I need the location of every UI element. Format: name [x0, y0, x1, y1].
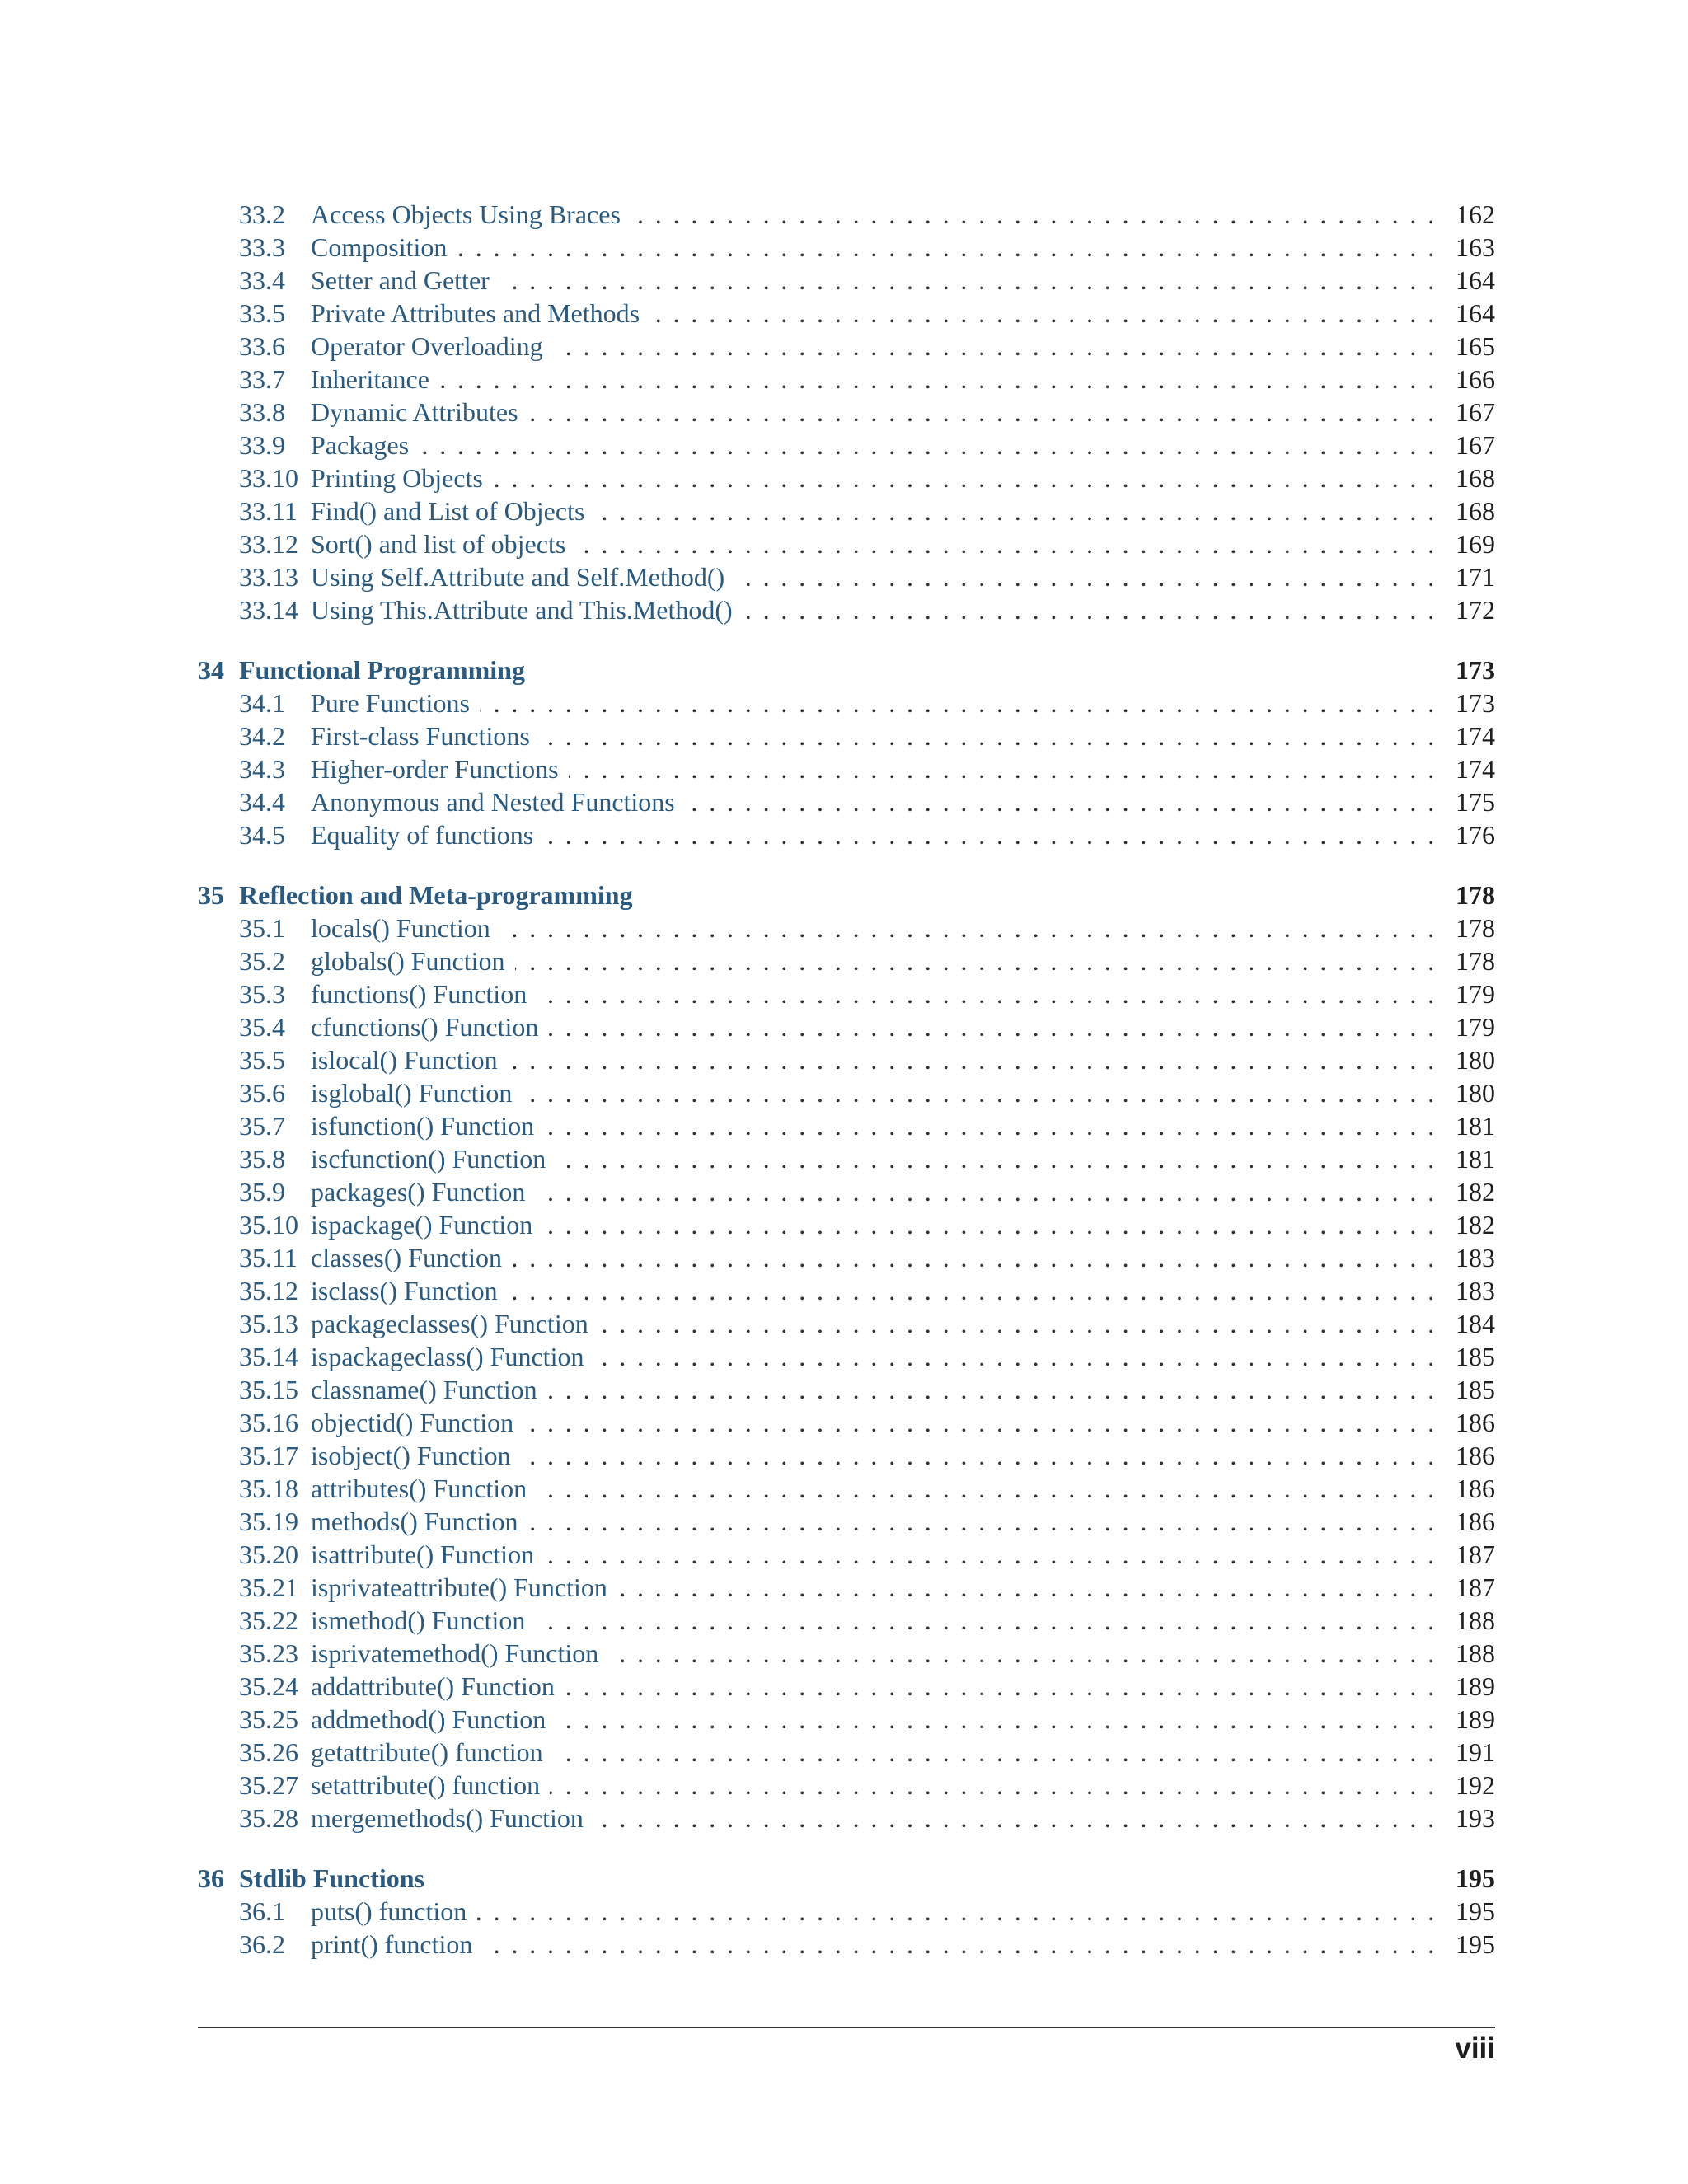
toc-entry-title[interactable]: setattribute() function	[311, 1770, 541, 1800]
toc-section-entry[interactable]	[198, 1340, 1495, 1373]
toc-dot-leader	[540, 719, 1446, 752]
toc-section-entry[interactable]	[198, 1538, 1495, 1571]
toc-dot-leader	[542, 1208, 1446, 1241]
toc-entry-page: 188	[1456, 1605, 1495, 1635]
toc-dot-leader	[476, 1895, 1446, 1928]
toc-entry-page: 180	[1456, 1045, 1495, 1075]
toc-entry-number: 33.5	[239, 298, 285, 328]
toc-entry-title[interactable]: Composition	[311, 232, 448, 262]
toc-entry-page: 178	[1456, 880, 1495, 910]
toc-section-entry[interactable]	[198, 1406, 1495, 1439]
toc-entry-page: 195	[1456, 1863, 1495, 1893]
toc-entry-title[interactable]: packages() Function	[311, 1177, 526, 1207]
toc-entry-number: 36	[198, 1863, 224, 1893]
toc-section-entry[interactable]	[198, 462, 1495, 494]
toc-dot-leader	[499, 264, 1446, 297]
toc-entry-number: 33.9	[239, 430, 285, 460]
toc-section-entry[interactable]	[198, 593, 1495, 626]
toc-dot-leader	[500, 912, 1446, 944]
toc-entry-page: 185	[1456, 1375, 1495, 1404]
toc-entry-number: 36.2	[239, 1929, 285, 1959]
toc-entry-title[interactable]: Packages	[311, 430, 410, 460]
toc-entry-title[interactable]: Find() and List of Objects	[311, 496, 585, 526]
toc-entry-page: 164	[1456, 298, 1495, 328]
footer-page-number: viii	[1455, 2032, 1495, 2064]
toc-entry-title[interactable]: islocal() Function	[311, 1045, 498, 1075]
toc-entry-number: 34.5	[239, 820, 285, 850]
toc-section-entry[interactable]	[198, 330, 1495, 363]
toc-dot-leader	[457, 231, 1446, 264]
toc-entry-number: 36.1	[239, 1896, 285, 1926]
toc-entry-page: 195	[1456, 1929, 1495, 1959]
toc-entry-number: 35.9	[239, 1177, 285, 1207]
toc-entry-page: 189	[1456, 1671, 1495, 1701]
toc-section-entry[interactable]	[198, 785, 1495, 818]
toc-entry-number: 35.14	[239, 1342, 298, 1371]
toc-entry-page: 186	[1456, 1474, 1495, 1503]
toc-section-entry[interactable]	[198, 752, 1495, 785]
toc-entry-page: 181	[1456, 1144, 1495, 1174]
toc-entry-number: 35.7	[239, 1111, 285, 1141]
toc-entry-number: 35.22	[239, 1605, 298, 1635]
toc-entry-page: 187	[1456, 1540, 1495, 1569]
toc-dot-leader	[543, 818, 1446, 851]
toc-entry-page: 179	[1456, 1012, 1495, 1042]
toc-dot-leader	[575, 527, 1446, 560]
toc-section-entry[interactable]	[198, 1472, 1495, 1505]
toc-entry-page: 174	[1456, 754, 1495, 784]
toc-section-entry[interactable]	[198, 1571, 1495, 1604]
toc-entry-number: 35.12	[239, 1276, 298, 1305]
toc-section-entry[interactable]	[198, 1769, 1495, 1802]
toc-entry-number: 33.3	[239, 232, 285, 262]
toc-entry-number: 35.10	[239, 1210, 298, 1240]
toc-entry-number: 33.13	[239, 562, 298, 592]
toc-entry-page: 182	[1456, 1177, 1495, 1207]
toc-entry-page: 171	[1456, 562, 1495, 592]
toc-entry-title[interactable]: attributes() Function	[311, 1474, 528, 1503]
toc-section-entry[interactable]	[198, 1928, 1495, 1961]
toc-dot-leader	[535, 1604, 1446, 1637]
toc-entry-page: 195	[1456, 1896, 1495, 1926]
toc-dot-leader	[537, 977, 1446, 1010]
toc-entry-title[interactable]: cfunctions() Function	[311, 1012, 539, 1042]
toc-entry-title[interactable]: ismethod() Function	[311, 1605, 526, 1635]
toc-entry-page: 173	[1456, 655, 1495, 685]
toc-dot-leader	[544, 1538, 1446, 1571]
toc-dot-leader	[743, 593, 1446, 626]
toc-entry-number: 34	[198, 655, 224, 685]
toc-section-entry[interactable]	[198, 231, 1495, 264]
toc-entry-title[interactable]: Private Attributes and Methods	[311, 298, 640, 328]
toc-entry-title[interactable]: puts() function	[311, 1896, 467, 1926]
toc-entry-page: 164	[1456, 265, 1495, 295]
toc-dot-leader	[528, 396, 1446, 429]
toc-entry-title[interactable]: Functional Programming	[239, 655, 525, 685]
toc-entry-title[interactable]: Printing Objects	[311, 463, 483, 493]
toc-entry-page: 168	[1456, 463, 1495, 493]
toc-entry-number: 35.24	[239, 1671, 298, 1701]
toc-entry-number: 35.16	[239, 1408, 298, 1437]
toc-section-entry[interactable]	[198, 687, 1495, 719]
toc-entry-page: 175	[1456, 787, 1495, 817]
toc-entry-number: 35.6	[239, 1078, 285, 1108]
toc-entry-page: 183	[1456, 1243, 1495, 1272]
toc-entry-title[interactable]: isglobal() Function	[311, 1078, 513, 1108]
toc-entry-number: 34.1	[239, 688, 285, 718]
toc-entry-page: 178	[1456, 946, 1495, 976]
toc-entry-page: 165	[1456, 331, 1495, 361]
toc-entry-number: 35.21	[239, 1572, 298, 1602]
toc-entry-number: 33.11	[239, 496, 298, 526]
toc-entry-title[interactable]: Inheritance	[311, 364, 429, 394]
toc-entry-page: 181	[1456, 1111, 1495, 1141]
toc-section-entry[interactable]	[198, 1076, 1495, 1109]
toc-entry-number: 33.8	[239, 397, 285, 427]
toc-dot-leader	[482, 1928, 1446, 1961]
toc-section-entry[interactable]	[198, 297, 1495, 330]
toc-entry-title[interactable]: print() function	[311, 1929, 473, 1959]
toc-dot-leader	[439, 363, 1446, 396]
toc-entry-number: 35.2	[239, 946, 285, 976]
toc-dot-leader	[493, 462, 1446, 494]
toc-section-entry[interactable]	[198, 944, 1495, 977]
toc-entry-title[interactable]: Setter and Getter	[311, 265, 490, 295]
toc-entry-title[interactable]: locals() Function	[311, 913, 490, 943]
toc-section-entry[interactable]	[198, 1109, 1495, 1142]
toc-dot-leader	[593, 1802, 1446, 1835]
toc-entry-title[interactable]: isobject() Function	[311, 1441, 511, 1470]
toc-section-entry[interactable]	[198, 1043, 1495, 1076]
toc-entry-page: 191	[1456, 1737, 1495, 1767]
toc-entry-number: 35.8	[239, 1144, 285, 1174]
toc-entry-page: 186	[1456, 1507, 1495, 1536]
toc-entry-title[interactable]: Anonymous and Nested Functions	[311, 787, 675, 817]
toc-dot-leader	[569, 752, 1446, 785]
toc-section-entry[interactable]	[198, 1703, 1495, 1736]
toc-section-entry[interactable]	[198, 1142, 1495, 1175]
toc-section-entry[interactable]	[198, 1439, 1495, 1472]
toc-entry-title[interactable]: Pure Functions	[311, 688, 470, 718]
toc-section-entry[interactable]	[198, 912, 1495, 944]
toc-dot-leader	[515, 944, 1446, 977]
toc-dot-leader	[544, 1109, 1446, 1142]
toc-entry-number: 35.15	[239, 1375, 298, 1404]
toc-entry-page: 169	[1456, 529, 1495, 559]
toc-section-entry[interactable]	[198, 1895, 1495, 1928]
toc-entry-number: 35.4	[239, 1012, 285, 1042]
toc-entry-page: 167	[1456, 430, 1495, 460]
toc-entry-number: 35.18	[239, 1474, 298, 1503]
toc-entry-page: 187	[1456, 1572, 1495, 1602]
toc-dot-leader	[521, 1439, 1446, 1472]
toc-entry-title[interactable]: addmethod() Function	[311, 1704, 546, 1734]
toc-entry-title[interactable]: globals() Function	[311, 946, 505, 976]
toc-entry-title[interactable]: Operator Overloading	[311, 331, 543, 361]
toc-entry-page: 193	[1456, 1803, 1495, 1833]
toc-dot-leader	[565, 1670, 1446, 1703]
toc-entry-number: 33.10	[239, 463, 298, 493]
toc-dot-leader	[523, 1406, 1446, 1439]
toc-entry-title[interactable]: getattribute() function	[311, 1737, 543, 1767]
toc-entry-number: 35.25	[239, 1704, 298, 1734]
toc-entry-title[interactable]: packageclasses() Function	[311, 1309, 588, 1338]
toc-entry-page: 162	[1456, 199, 1495, 229]
toc-entry-page: 163	[1456, 232, 1495, 262]
toc-entry-title[interactable]: Higher-order Functions	[311, 754, 559, 784]
toc-entry-number: 35.28	[239, 1803, 298, 1833]
toc-entry-page: 173	[1456, 688, 1495, 718]
toc-section-entry[interactable]	[198, 1736, 1495, 1769]
toc-dot-leader	[512, 1241, 1446, 1274]
toc-entry-number: 35.5	[239, 1045, 285, 1075]
toc-entry-page: 183	[1456, 1276, 1495, 1305]
toc-entry-number: 35.27	[239, 1770, 298, 1800]
toc-dot-leader	[537, 1472, 1446, 1505]
toc-section-entry[interactable]	[198, 1241, 1495, 1274]
toc-entry-title[interactable]: functions() Function	[311, 979, 528, 1009]
toc-dot-leader	[548, 1010, 1446, 1043]
toc-entry-page: 174	[1456, 721, 1495, 751]
toc-entry-title[interactable]: isattribute() Function	[311, 1540, 535, 1569]
toc-entry-page: 168	[1456, 496, 1495, 526]
toc-entry-page: 172	[1456, 595, 1495, 625]
toc-section-entry[interactable]	[198, 1637, 1495, 1670]
toc-section-entry[interactable]	[198, 1604, 1495, 1637]
toc-section-entry[interactable]	[198, 264, 1495, 297]
toc-section-entry[interactable]	[198, 396, 1495, 429]
toc-section-entry[interactable]	[198, 1307, 1495, 1340]
toc-entry-page: 179	[1456, 979, 1495, 1009]
toc-entry-number: 35	[198, 880, 224, 910]
toc-entry-number: 33.12	[239, 529, 298, 559]
toc-entry-page: 185	[1456, 1342, 1495, 1371]
toc-dot-leader	[734, 560, 1446, 593]
toc-entry-title[interactable]: First-class Functions	[311, 721, 530, 751]
toc-dot-leader	[508, 1274, 1446, 1307]
toc-entry-page: 186	[1456, 1408, 1495, 1437]
toc-dot-leader	[685, 785, 1446, 818]
toc-entry-number: 35.20	[239, 1540, 298, 1569]
toc-entry-page: 188	[1456, 1638, 1495, 1668]
toc-dot-leader	[553, 330, 1446, 363]
toc-entry-title[interactable]: mergemethods() Function	[311, 1803, 584, 1833]
toc-entry-page: 180	[1456, 1078, 1495, 1108]
toc-dot-leader	[556, 1142, 1446, 1175]
toc-entry-page: 176	[1456, 820, 1495, 850]
toc-entry-title[interactable]: addattribute() Function	[311, 1671, 555, 1701]
toc-dot-leader	[593, 1340, 1446, 1373]
toc-entry-page: 166	[1456, 364, 1495, 394]
toc-entry-number: 33.14	[239, 595, 298, 625]
toc-section-entry[interactable]	[198, 560, 1495, 593]
footer-rule	[198, 2027, 1495, 2028]
toc-section-entry[interactable]	[198, 1274, 1495, 1307]
toc-entry-title[interactable]: classname() Function	[311, 1375, 537, 1404]
toc-section-entry[interactable]	[198, 1373, 1495, 1406]
toc-section-entry[interactable]	[198, 1010, 1495, 1043]
toc-entry-page: 182	[1456, 1210, 1495, 1240]
toc-entry-page: 186	[1456, 1441, 1495, 1470]
toc-entry-title[interactable]: Using Self.Attribute and Self.Method()	[311, 562, 725, 592]
toc-entry-title[interactable]: isprivatemethod() Function	[311, 1638, 599, 1668]
toc-entry-number: 35.1	[239, 913, 285, 943]
toc-dot-leader	[522, 1076, 1446, 1109]
toc-section-entry[interactable]	[198, 977, 1495, 1010]
toc-entry-number: 33.4	[239, 265, 285, 295]
toc-entry-number: 35.23	[239, 1638, 298, 1668]
toc-entry-title[interactable]: objectid() Function	[311, 1408, 514, 1437]
toc-entry-title[interactable]: Access Objects Using Braces	[311, 199, 621, 229]
toc-entry-title[interactable]: isfunction() Function	[311, 1111, 535, 1141]
toc-section-entry[interactable]	[198, 363, 1495, 396]
toc-chapter-entry[interactable]	[198, 1862, 1495, 1895]
toc-entry-number: 34.3	[239, 754, 285, 784]
toc-dot-leader	[594, 494, 1446, 527]
toc-entry-page: 189	[1456, 1704, 1495, 1734]
toc-entry-title[interactable]: Stdlib Functions	[239, 1863, 424, 1893]
toc-entry-number: 33.6	[239, 331, 285, 361]
toc-dot-leader	[649, 297, 1446, 330]
toc-entry-page: 167	[1456, 397, 1495, 427]
toc-entry-number: 35.11	[239, 1243, 298, 1272]
toc-entry-title[interactable]: methods() Function	[311, 1507, 518, 1536]
table-of-contents	[198, 198, 1495, 1961]
toc-chapter-entry[interactable]	[198, 879, 1495, 912]
toc-entry-title[interactable]: Using This.Attribute and This.Method()	[311, 595, 733, 625]
toc-dot-leader	[547, 1373, 1446, 1406]
toc-section-entry[interactable]	[198, 818, 1495, 851]
toc-dot-leader	[598, 1307, 1446, 1340]
toc-section-entry[interactable]	[198, 719, 1495, 752]
toc-entry-title[interactable]: iscfunction() Function	[311, 1144, 546, 1174]
toc-section-entry[interactable]	[198, 527, 1495, 560]
toc-entry-title[interactable]: isprivateattribute() Function	[311, 1572, 607, 1602]
toc-entry-number: 35.19	[239, 1507, 298, 1536]
toc-entry-number: 33.7	[239, 364, 285, 394]
toc-section-entry[interactable]	[198, 1208, 1495, 1241]
toc-entry-number: 35.17	[239, 1441, 298, 1470]
toc-dot-leader	[419, 429, 1446, 462]
toc-entry-title[interactable]: Sort() and list of objects	[311, 529, 566, 559]
toc-entry-number: 33.2	[239, 199, 285, 229]
toc-entry-title[interactable]: Equality of functions	[311, 820, 534, 850]
toc-entry-title[interactable]: Reflection and Meta-programming	[239, 880, 633, 910]
toc-entry-title[interactable]: Dynamic Attributes	[311, 397, 518, 427]
toc-entry-page: 178	[1456, 913, 1495, 943]
toc-entry-page: 184	[1456, 1309, 1495, 1338]
toc-entry-title[interactable]: isclass() Function	[311, 1276, 498, 1305]
toc-dot-leader	[535, 1175, 1446, 1208]
toc-entry-number: 35.13	[239, 1309, 298, 1338]
toc-section-entry[interactable]	[198, 1802, 1495, 1835]
toc-section-entry[interactable]	[198, 429, 1495, 462]
toc-section-entry[interactable]	[198, 494, 1495, 527]
toc-entry-title[interactable]: classes() Function	[311, 1243, 502, 1272]
toc-entry-number: 35.26	[239, 1737, 298, 1767]
toc-section-entry[interactable]	[198, 1505, 1495, 1538]
toc-dot-leader	[528, 1505, 1446, 1538]
toc-entry-number: 34.4	[239, 787, 285, 817]
toc-entry-title[interactable]: ispackageclass() Function	[311, 1342, 584, 1371]
toc-dot-leader	[556, 1703, 1446, 1736]
toc-chapter-entry[interactable]	[198, 654, 1495, 687]
toc-entry-title[interactable]: ispackage() Function	[311, 1210, 533, 1240]
toc-entry-page: 192	[1456, 1770, 1495, 1800]
toc-dot-leader	[550, 1769, 1446, 1802]
toc-dot-leader	[631, 198, 1446, 231]
toc-entry-number: 35.3	[239, 979, 285, 1009]
toc-dot-leader	[508, 1043, 1446, 1076]
toc-section-entry[interactable]	[198, 1175, 1495, 1208]
toc-dot-leader	[553, 1736, 1446, 1769]
toc-dot-leader	[608, 1637, 1446, 1670]
toc-section-entry[interactable]	[198, 198, 1495, 231]
toc-dot-leader	[480, 687, 1446, 719]
toc-section-entry[interactable]	[198, 1670, 1495, 1703]
toc-entry-number: 34.2	[239, 721, 285, 751]
toc-dot-leader	[617, 1571, 1446, 1604]
